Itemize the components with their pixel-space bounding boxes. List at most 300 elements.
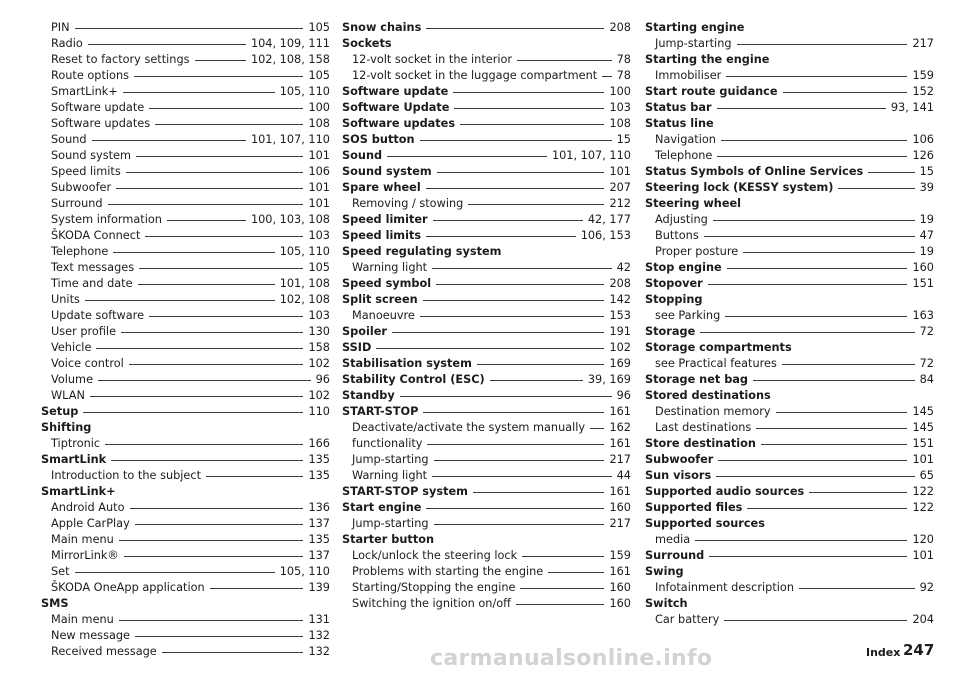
leader-line xyxy=(776,412,908,413)
entry-term: Telephone xyxy=(655,149,713,162)
index-subentry xyxy=(342,580,631,596)
entry-term: Route options xyxy=(51,69,129,82)
leader-line xyxy=(105,444,303,445)
entry-term: Snow chains xyxy=(342,21,422,34)
index-subentry xyxy=(342,468,631,484)
index-subentry xyxy=(342,196,631,212)
leader-line xyxy=(130,508,304,509)
leader-line xyxy=(522,556,604,557)
leader-line xyxy=(135,636,303,637)
leader-line xyxy=(85,300,275,301)
leader-line xyxy=(426,188,605,189)
index-subentry xyxy=(645,612,934,628)
entry-term: Subwoofer xyxy=(51,181,112,194)
index-entry xyxy=(645,164,934,180)
index-entry xyxy=(342,388,631,404)
entry-term: Adjusting xyxy=(655,213,708,226)
leader-line xyxy=(195,60,246,61)
entry-term: Infotainment description xyxy=(655,581,794,594)
entry-term: Stopover xyxy=(645,277,703,290)
leader-line xyxy=(423,300,605,301)
entry-pages: 159 xyxy=(609,549,631,562)
index-subentry xyxy=(41,628,330,644)
entry-term: Split screen xyxy=(342,293,418,306)
entry-term: Sound xyxy=(342,149,383,162)
entry-pages: 78 xyxy=(616,53,631,66)
index-heading xyxy=(645,52,934,68)
leader-line xyxy=(426,28,604,29)
entry-term: Jump-starting xyxy=(352,517,429,530)
leader-line xyxy=(162,652,304,653)
entry-term: MirrorLink® xyxy=(51,549,119,562)
leader-line xyxy=(123,92,275,93)
entry-term: Sound system xyxy=(342,165,432,178)
entry-pages: 100 xyxy=(609,85,631,98)
entry-term: Speed limits xyxy=(342,229,422,242)
entry-pages: 217 xyxy=(912,37,934,50)
index-subentry xyxy=(645,68,934,84)
entry-term: Stopping xyxy=(645,293,703,306)
entry-pages: 105 xyxy=(308,69,330,82)
leader-line xyxy=(436,284,604,285)
leader-line xyxy=(809,492,907,493)
index-entry xyxy=(645,324,934,340)
leader-line xyxy=(119,540,304,541)
leader-line xyxy=(434,524,605,525)
entry-term: Stop engine xyxy=(645,261,722,274)
entry-pages: 135 xyxy=(308,469,330,482)
entry-pages: 106 xyxy=(308,165,330,178)
entry-term: Stabilisation system xyxy=(342,357,472,370)
leader-line xyxy=(704,236,915,237)
index-entry xyxy=(645,372,934,388)
index-entry xyxy=(645,452,934,468)
index-entry xyxy=(342,148,631,164)
entry-term: Swing xyxy=(645,565,684,578)
entry-pages: 130 xyxy=(308,325,330,338)
index-entry xyxy=(645,260,934,276)
entry-term: SMS xyxy=(41,597,69,610)
index-column-2 xyxy=(342,20,631,612)
entry-pages: 204 xyxy=(912,613,934,626)
leader-line xyxy=(88,44,246,45)
footer-section-label: Index xyxy=(866,646,901,659)
entry-pages: 102, 108 xyxy=(279,293,330,306)
entry-term: Vehicle xyxy=(51,341,92,354)
index-subentry xyxy=(342,68,631,84)
index-entry xyxy=(645,100,934,116)
entry-term: User profile xyxy=(51,325,117,338)
leader-line xyxy=(423,412,604,413)
entry-term: Apple CarPlay xyxy=(51,517,130,530)
entry-term: Status line xyxy=(645,117,714,130)
index-entry xyxy=(342,20,631,36)
entry-pages: 101 xyxy=(308,197,330,210)
entry-term: Start engine xyxy=(342,501,422,514)
index-entry xyxy=(342,404,631,420)
leader-line xyxy=(695,540,907,541)
entry-term: Last destinations xyxy=(655,421,752,434)
leader-line xyxy=(725,316,907,317)
entry-pages: 160 xyxy=(912,261,934,274)
entry-pages: 131 xyxy=(308,613,330,626)
entry-term: START-STOP xyxy=(342,405,419,418)
index-subentry xyxy=(645,420,934,436)
entry-term: ŠKODA OneApp application xyxy=(51,581,205,594)
entry-term: Proper posture xyxy=(655,245,739,258)
entry-term: Warning light xyxy=(352,261,428,274)
entry-pages: 132 xyxy=(308,645,330,658)
entry-term: Speed symbol xyxy=(342,277,432,290)
leader-line xyxy=(590,428,604,429)
entry-pages: 145 xyxy=(912,405,934,418)
index-heading xyxy=(645,340,934,356)
leader-line xyxy=(460,124,604,125)
index-entry xyxy=(342,212,631,228)
entry-pages: 101, 107, 110 xyxy=(551,149,631,162)
index-subentry xyxy=(645,532,934,548)
entry-term: Stability Control (ESC) xyxy=(342,373,485,386)
entry-term: Supported sources xyxy=(645,517,765,530)
entry-term: media xyxy=(655,533,691,546)
leader-line xyxy=(782,364,915,365)
entry-pages: 15 xyxy=(616,133,631,146)
entry-term: Surround xyxy=(645,549,705,562)
entry-term: Surround xyxy=(51,197,103,210)
entry-pages: 160 xyxy=(609,501,631,514)
entry-term: Telephone xyxy=(51,245,109,258)
index-entry xyxy=(342,180,631,196)
entry-pages: 72 xyxy=(919,357,934,370)
entry-term: Volume xyxy=(51,373,94,386)
index-heading xyxy=(645,564,934,580)
entry-term: Starting engine xyxy=(645,21,745,34)
entry-term: Steering wheel xyxy=(645,197,742,210)
entry-pages: 102 xyxy=(308,389,330,402)
leader-line xyxy=(726,76,907,77)
leader-line xyxy=(548,572,604,573)
leader-line xyxy=(432,268,612,269)
index-subentry xyxy=(645,148,934,164)
entry-term: SOS button xyxy=(342,133,415,146)
entry-pages: 101 xyxy=(609,165,631,178)
index-entry xyxy=(645,180,934,196)
leader-line xyxy=(473,492,605,493)
leader-line xyxy=(713,220,915,221)
leader-line xyxy=(721,140,908,141)
entry-term: Main menu xyxy=(51,533,114,546)
index-heading xyxy=(41,484,330,500)
leader-line xyxy=(98,380,311,381)
index-column-3 xyxy=(645,20,934,628)
entry-pages: 161 xyxy=(609,485,631,498)
leader-line xyxy=(708,284,908,285)
entry-pages: 108 xyxy=(308,117,330,130)
index-subentry xyxy=(41,308,330,324)
index-subentry xyxy=(41,436,330,452)
leader-line xyxy=(145,236,303,237)
entry-pages: 160 xyxy=(609,581,631,594)
leader-line xyxy=(602,76,611,77)
index-subentry xyxy=(41,292,330,308)
page-number: 247 xyxy=(903,641,935,659)
entry-term: Sockets xyxy=(342,37,392,50)
entry-pages: 166 xyxy=(308,437,330,450)
index-subentry xyxy=(342,516,631,532)
entry-term: Manoeuvre xyxy=(352,309,415,322)
entry-pages: 104, 109, 111 xyxy=(250,37,330,50)
index-subentry xyxy=(645,356,934,372)
leader-line xyxy=(433,220,583,221)
leader-line xyxy=(747,508,907,509)
leader-line xyxy=(838,188,914,189)
entry-pages: 42, 177 xyxy=(587,213,631,226)
entry-term: Buttons xyxy=(655,229,699,242)
index-entry xyxy=(342,324,631,340)
index-subentry xyxy=(41,180,330,196)
entry-term: Received message xyxy=(51,645,157,658)
entry-term: Problems with starting the engine xyxy=(352,565,544,578)
leader-line xyxy=(376,348,604,349)
entry-term: Stored destinations xyxy=(645,389,771,402)
index-subentry xyxy=(645,36,934,52)
index-heading xyxy=(645,116,934,132)
entry-pages: 212 xyxy=(609,197,631,210)
entry-pages: 142 xyxy=(609,293,631,306)
entry-term: Supported files xyxy=(645,501,743,514)
index-subentry xyxy=(41,148,330,164)
leader-line xyxy=(454,108,604,109)
index-subentry xyxy=(41,228,330,244)
index-entry xyxy=(645,84,934,100)
entry-term: System information xyxy=(51,213,162,226)
entry-term: see Practical features xyxy=(655,357,777,370)
index-entry xyxy=(342,484,631,500)
index-subentry xyxy=(41,52,330,68)
entry-term: Speed limits xyxy=(51,165,121,178)
entry-term: SmartLink xyxy=(41,453,107,466)
index-subentry xyxy=(41,500,330,516)
index-subentry xyxy=(41,644,330,660)
entry-term: WLAN xyxy=(51,389,85,402)
entry-pages: 208 xyxy=(609,277,631,290)
index-subentry xyxy=(41,116,330,132)
entry-pages: 92 xyxy=(919,581,934,594)
entry-pages: 105 xyxy=(308,261,330,274)
entry-term: Update software xyxy=(51,309,145,322)
leader-line xyxy=(75,572,275,573)
index-subentry xyxy=(342,260,631,276)
entry-term: Speed regulating system xyxy=(342,245,502,258)
entry-pages: 78 xyxy=(616,69,631,82)
entry-pages: 39 xyxy=(919,181,934,194)
entry-term: functionality xyxy=(352,437,423,450)
index-subentry xyxy=(41,100,330,116)
leader-line xyxy=(75,28,304,29)
index-subentry xyxy=(41,356,330,372)
entry-term: see Parking xyxy=(655,309,721,322)
leader-line xyxy=(717,156,907,157)
index-subentry xyxy=(41,388,330,404)
entry-term: Removing / stowing xyxy=(352,197,464,210)
leader-line xyxy=(427,444,604,445)
leader-line xyxy=(387,156,547,157)
index-subentry xyxy=(41,564,330,580)
leader-line xyxy=(210,588,304,589)
leader-line xyxy=(134,76,303,77)
index-subentry xyxy=(41,260,330,276)
entry-term: Start route guidance xyxy=(645,85,778,98)
index-heading xyxy=(342,36,631,52)
entry-pages: 207 xyxy=(609,181,631,194)
leader-line xyxy=(490,380,583,381)
index-subentry xyxy=(342,596,631,612)
entry-pages: 160 xyxy=(609,597,631,610)
entry-term: Sun visors xyxy=(645,469,712,482)
entry-pages: 39, 169 xyxy=(587,373,631,386)
leader-line xyxy=(761,444,907,445)
leader-line xyxy=(96,348,303,349)
entry-pages: 42 xyxy=(616,261,631,274)
entry-term: Time and date xyxy=(51,277,133,290)
index-subentry xyxy=(41,532,330,548)
leader-line xyxy=(206,476,303,477)
index-entry xyxy=(342,116,631,132)
entry-pages: 101 xyxy=(308,149,330,162)
entry-term: Navigation xyxy=(655,133,716,146)
index-entry xyxy=(645,468,934,484)
index-heading xyxy=(645,596,934,612)
index-subentry xyxy=(342,420,631,436)
leader-line xyxy=(520,588,604,589)
entry-pages: 44 xyxy=(616,469,631,482)
index-subentry xyxy=(41,244,330,260)
index-entry xyxy=(342,164,631,180)
entry-pages: 137 xyxy=(308,517,330,530)
index-subentry xyxy=(41,372,330,388)
leader-line xyxy=(124,556,304,557)
leader-line xyxy=(783,92,908,93)
leader-line xyxy=(90,396,304,397)
entry-term: Storage compartments xyxy=(645,341,792,354)
leader-line xyxy=(799,588,915,589)
entry-term: Starting the engine xyxy=(645,53,770,66)
entry-term: Reset to factory settings xyxy=(51,53,190,66)
index-entry xyxy=(342,132,631,148)
entry-term: Set xyxy=(51,565,70,578)
entry-pages: 163 xyxy=(912,309,934,322)
leader-line xyxy=(129,364,304,365)
leader-line xyxy=(437,172,605,173)
entry-pages: 102 xyxy=(308,357,330,370)
leader-line xyxy=(167,220,246,221)
leader-line xyxy=(737,44,908,45)
index-subentry xyxy=(41,84,330,100)
leader-line xyxy=(426,508,604,509)
index-entry xyxy=(342,276,631,292)
index-subentry xyxy=(41,548,330,564)
entry-pages: 122 xyxy=(912,501,934,514)
index-subentry xyxy=(41,276,330,292)
index-entry xyxy=(645,276,934,292)
leader-line xyxy=(400,396,612,397)
entry-term: 12-volt socket in the interior xyxy=(352,53,513,66)
index-subentry xyxy=(645,580,934,596)
entry-term: Starting/Stopping the engine xyxy=(352,581,516,594)
entry-pages: 161 xyxy=(609,437,631,450)
entry-term: Jump-starting xyxy=(352,453,429,466)
entry-term: Sound system xyxy=(51,149,132,162)
entry-pages: 101, 107, 110 xyxy=(250,133,330,146)
leader-line xyxy=(468,204,604,205)
leader-line xyxy=(718,460,907,461)
index-subentry xyxy=(645,244,934,260)
index-entry xyxy=(342,292,631,308)
entry-pages: 132 xyxy=(308,629,330,642)
entry-pages: 110 xyxy=(308,405,330,418)
leader-line xyxy=(516,604,604,605)
entry-term: PIN xyxy=(51,21,70,34)
index-entry xyxy=(342,84,631,100)
entry-term: Shifting xyxy=(41,421,92,434)
leader-line xyxy=(108,204,304,205)
index-subentry xyxy=(342,52,631,68)
entry-term: SSID xyxy=(342,341,372,354)
entry-pages: 108 xyxy=(609,117,631,130)
index-subentry xyxy=(41,20,330,36)
entry-pages: 169 xyxy=(609,357,631,370)
entry-pages: 106 xyxy=(912,133,934,146)
entry-term: Spoiler xyxy=(342,325,387,338)
leader-line xyxy=(477,364,605,365)
entry-term: Lock/unlock the steering lock xyxy=(352,549,518,562)
entry-term: Status bar xyxy=(645,101,712,114)
entry-pages: 47 xyxy=(919,229,934,242)
entry-pages: 122 xyxy=(912,485,934,498)
index-entry xyxy=(41,404,330,420)
entry-term: Warning light xyxy=(352,469,428,482)
index-subentry xyxy=(342,308,631,324)
index-subentry xyxy=(645,212,934,228)
leader-line xyxy=(392,332,604,333)
leader-line xyxy=(868,172,914,173)
index-subentry xyxy=(342,564,631,580)
entry-pages: 15 xyxy=(919,165,934,178)
index-subentry xyxy=(41,580,330,596)
leader-line xyxy=(426,236,576,237)
leader-line xyxy=(138,284,275,285)
entry-pages: 105, 110 xyxy=(279,565,330,578)
index-subentry xyxy=(41,196,330,212)
entry-pages: 126 xyxy=(912,149,934,162)
entry-pages: 162 xyxy=(609,421,631,434)
leader-line xyxy=(149,316,303,317)
leader-line xyxy=(434,460,605,461)
leader-line xyxy=(517,60,612,61)
index-entry xyxy=(342,340,631,356)
index-entry xyxy=(342,228,631,244)
index-heading xyxy=(645,516,934,532)
entry-term: Jump-starting xyxy=(655,37,732,50)
entry-pages: 135 xyxy=(308,453,330,466)
entry-pages: 137 xyxy=(308,549,330,562)
entry-term: Immobiliser xyxy=(655,69,722,82)
entry-term: Supported audio sources xyxy=(645,485,805,498)
leader-line xyxy=(420,140,612,141)
leader-line xyxy=(743,252,914,253)
entry-term: Software updates xyxy=(51,117,151,130)
leader-line xyxy=(116,188,303,189)
